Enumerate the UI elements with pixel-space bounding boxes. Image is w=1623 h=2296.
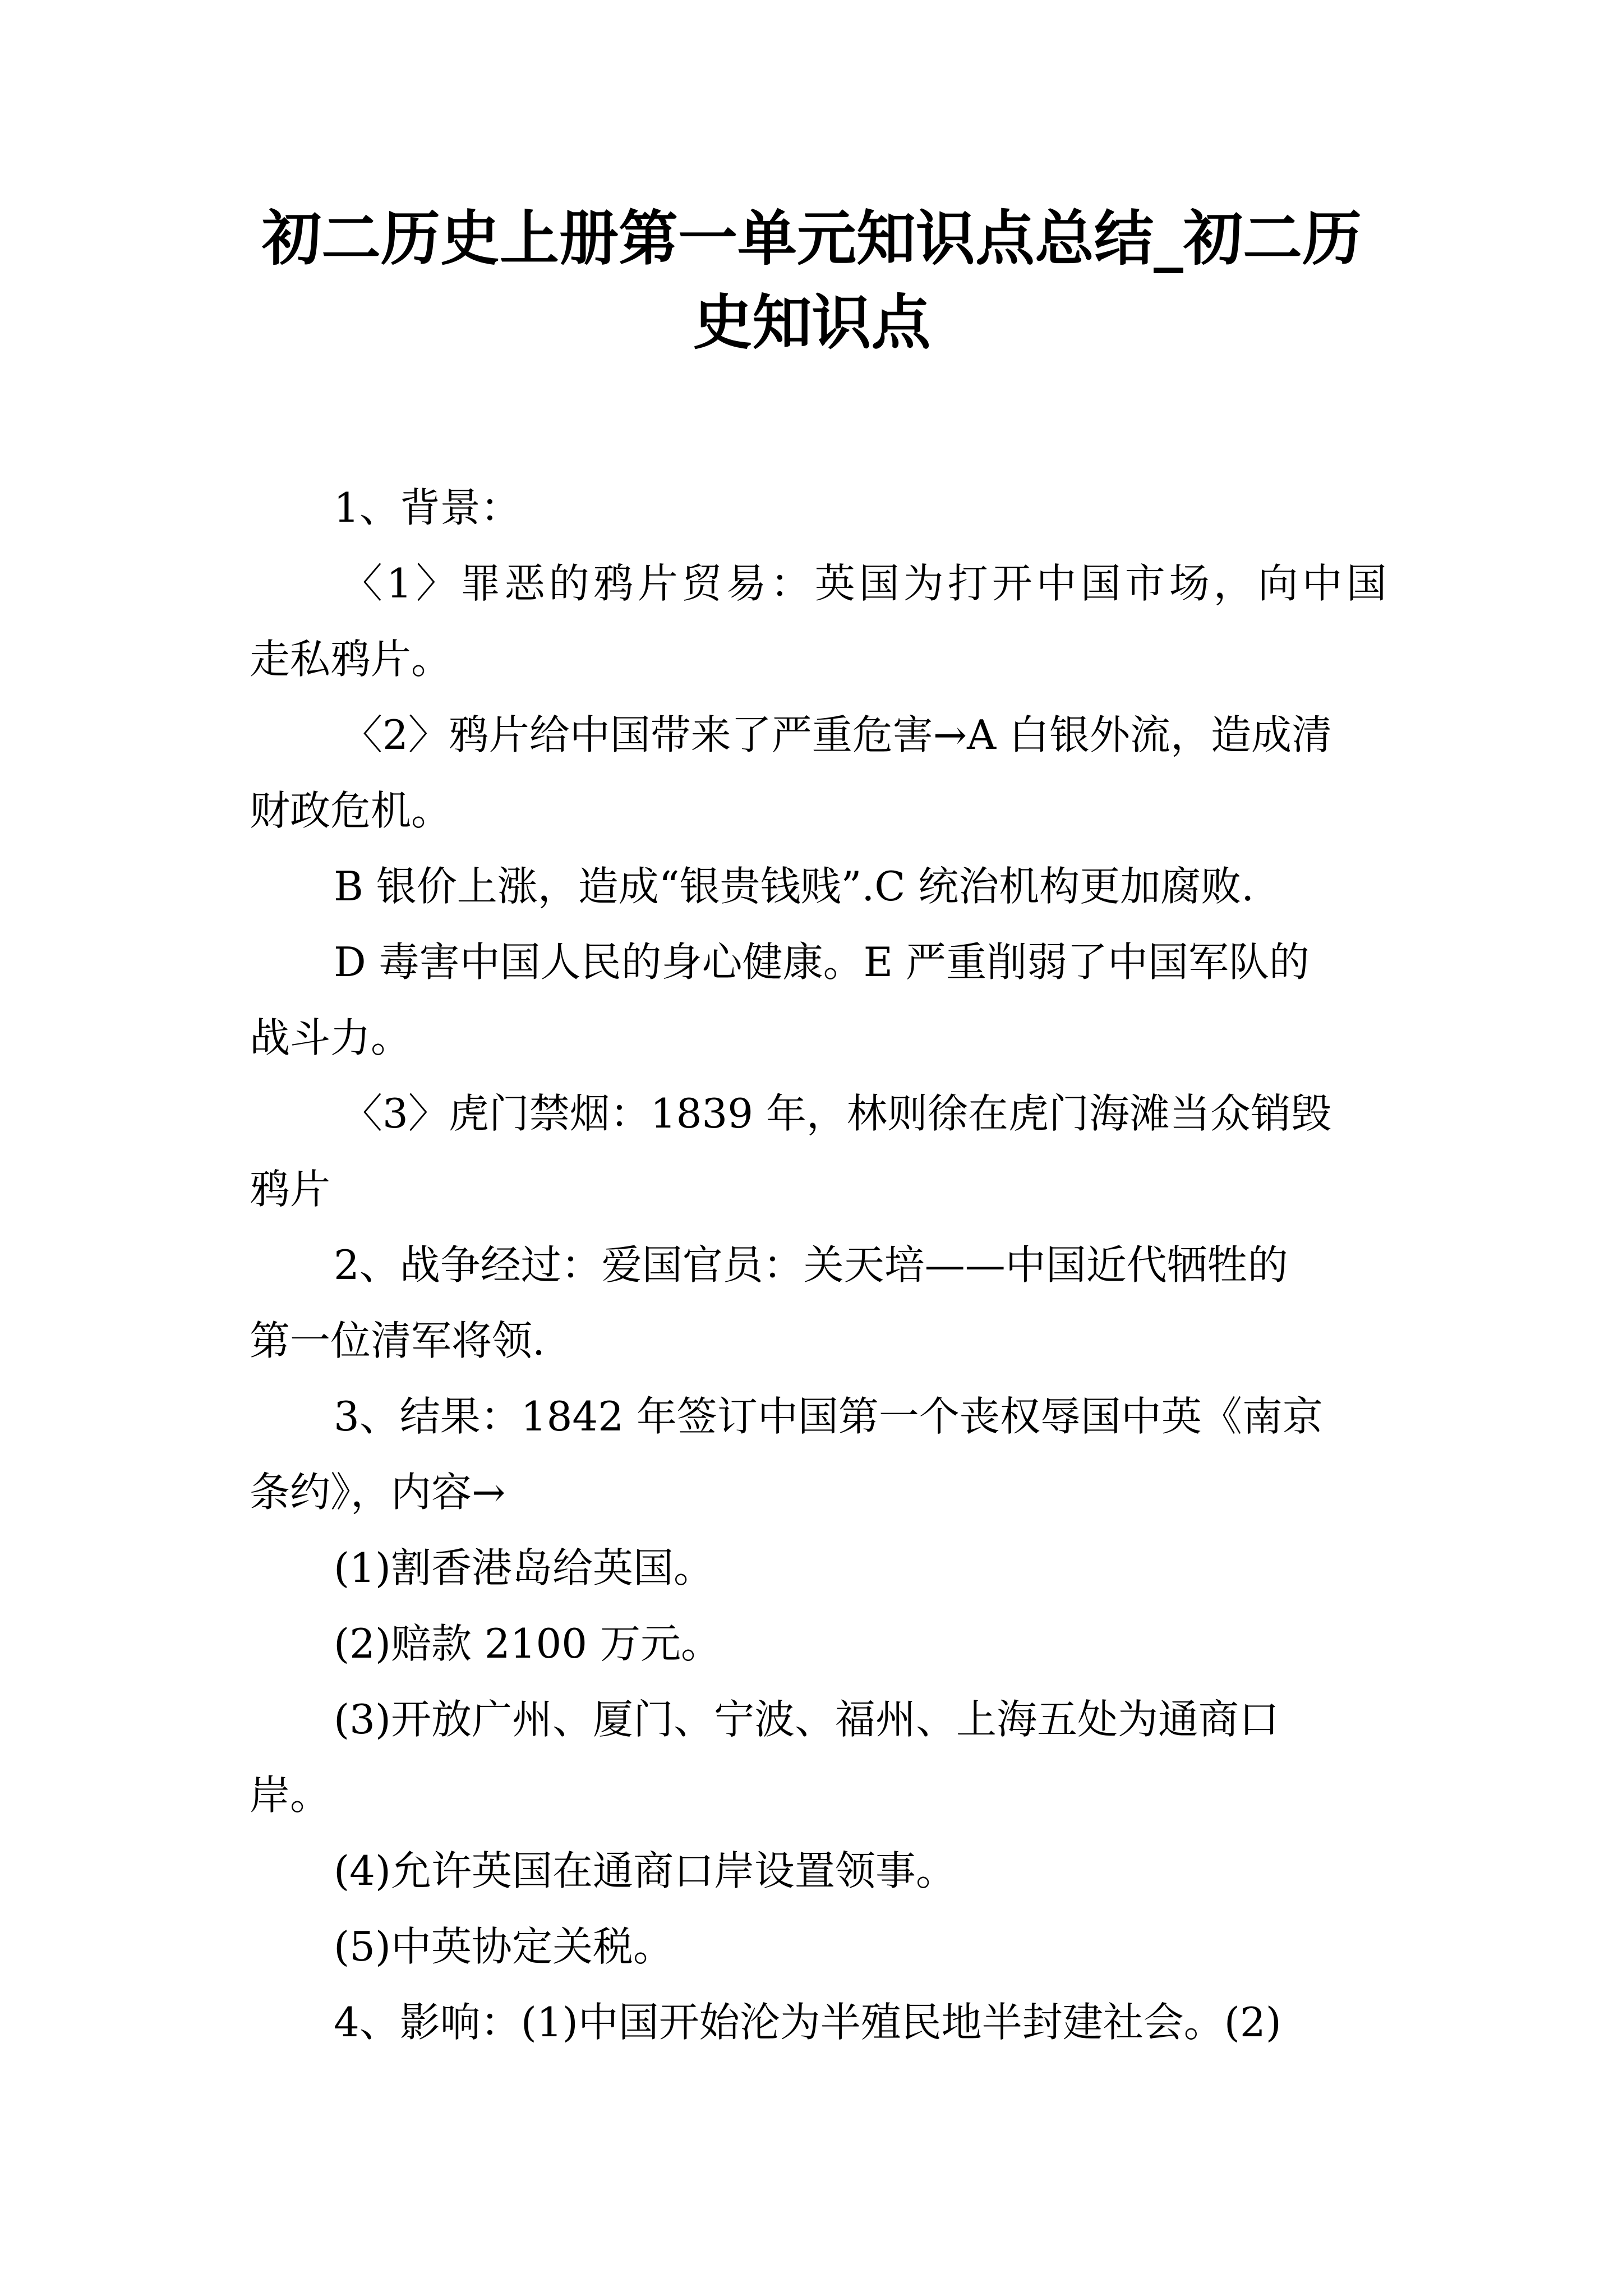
- paragraph-line: 走私鸦片。: [250, 636, 452, 683]
- paragraph-line: 3、结果：1842 年签订中国第一个丧权辱国中英《南京: [334, 1393, 1323, 1440]
- title-line-1: 初二历史上册第一单元知识点总结_初二历: [262, 203, 1362, 273]
- paragraph-line: 1、背景：: [334, 484, 521, 531]
- paragraph-line: 〈1〉罪恶的鸦片贸易：英国为打开中国市场，向中国: [342, 560, 1391, 607]
- paragraph-line: 〈2〉鸦片给中国带来了严重危害→A 白银外流，造成清: [342, 711, 1332, 758]
- paragraph-line: 鸦片: [250, 1166, 331, 1213]
- paragraph-line: (2)赔款 2100 万元。: [334, 1620, 721, 1667]
- paragraph-line: 2、战争经过：爱国官员：关天培——中国近代牺牲的: [334, 1241, 1288, 1289]
- paragraph-line: (4)允许英国在通商口岸设置领事。: [334, 1847, 956, 1894]
- paragraph-line: 战斗力。: [250, 1014, 412, 1061]
- paragraph-line: 第一位清军将领.: [250, 1317, 545, 1364]
- paragraph-line: (3)开放广州、厦门、宁波、福州、上海五处为通商口: [334, 1696, 1279, 1743]
- paragraph-line: 〈3〉虎门禁烟：1839 年，林则徐在虎门海滩当众销毁: [342, 1090, 1331, 1137]
- paragraph-line: (5)中英协定关税。: [334, 1923, 674, 1970]
- paragraph-line: 岸。: [250, 1772, 331, 1819]
- paragraph-line: 条约》，内容→: [250, 1469, 506, 1516]
- title-line-2: 史知识点: [693, 287, 931, 357]
- paragraph-line: 财政危机。: [250, 787, 452, 834]
- paragraph-line: (1)割香港岛给英国。: [334, 1544, 714, 1591]
- paragraph-line: 4、影响：(1)中国开始沦为半殖民地半封建社会。(2): [334, 1999, 1281, 2046]
- paragraph-line: B 银价上涨，造成“银贵钱贱”.C 统治机构更加腐败.: [334, 863, 1255, 910]
- document-title: [250, 196, 1374, 365]
- paragraph-line: D 毒害中国人民的身心健康。E 严重削弱了中国军队的: [334, 938, 1310, 986]
